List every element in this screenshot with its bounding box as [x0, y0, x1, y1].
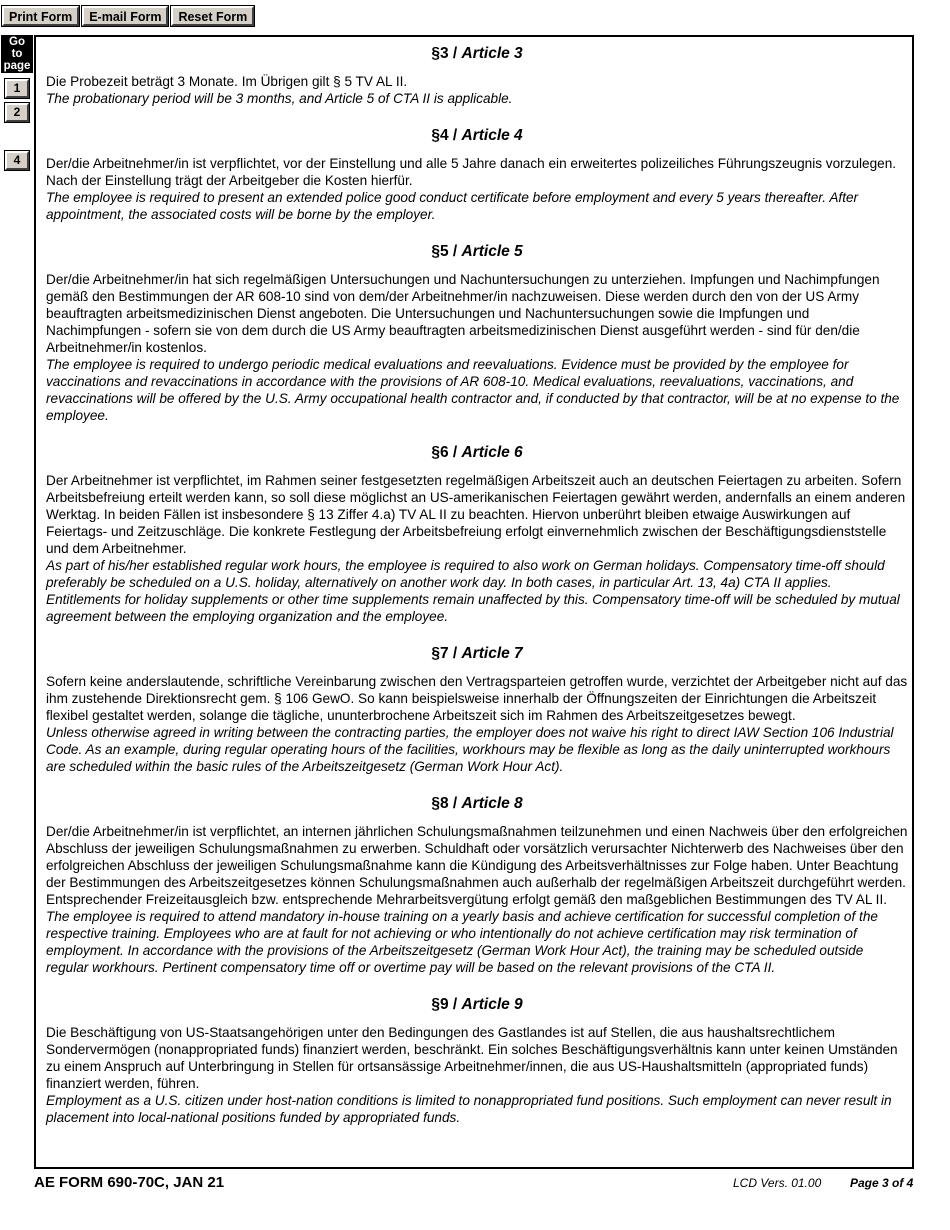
article-6 — [46, 444, 908, 625]
article-text-english: The employee is required to undergo periodic medical evaluations and reevaluations. Evidence must be provided by the employee for vaccinations and revaccinations in accordance with the provisions of AR 608-10. Medical evaluations, reevaluations, vaccinations, and revaccinations will be offered by the U.S. Army occupational health contractor and, if conducted by that contractor, will be at no expense to the employee. — [46, 357, 900, 423]
article-text-english: Unless otherwise agreed in writing between the contracting parties, the employer does not waive his right to direct IAW Section 106 Industrial Code. As an example, during regular operating hours of the facilities, workhours may be flexible as long as the daily uninterrupted workhours are scheduled within the basic rules of the Arbeitszeitgesetz (German Work Hour Act). — [46, 725, 894, 774]
article-8 — [46, 795, 908, 976]
article-text-english: The probationary period will be 3 months, and Article 5 of CTA II is applicable. — [46, 91, 513, 106]
article-heading: §6 / Article 6 — [431, 444, 523, 461]
article-4 — [46, 127, 908, 223]
article-heading: §8 / Article 8 — [431, 795, 523, 812]
article-text-english: The employee is required to present an extended police good conduct certificate before employment and every 5 years thereafter. After appointment, the associated costs will be borne by the employer. — [46, 190, 859, 222]
go-to-page-2-button[interactable]: 2 — [5, 103, 29, 122]
article-heading: §9 / Article 9 — [431, 996, 523, 1013]
form-version: LCD Vers. 01.00 — [733, 1176, 822, 1190]
page-indicator: Page 3 of 4 — [850, 1176, 914, 1190]
article-text-german: Sofern keine anderslautende, schriftliche Vereinbarung zwischen den Vertragsparteien getroffen wurde, verzichtet der Arbeitgeber nicht auf das ihm zustehende Direktionsrecht gem. § 106 GewO. So kann beispielsweise innerhalb der Öffnungszeiten der Einrichtungen die Arbeitszeit flexibel gestaltet werden, solange die tägliche, ununterbrochene Arbeitszeit sich im Rahmen des Arbeitszeitgesetzes bewegt. — [46, 674, 908, 723]
form-toolbar — [2, 6, 254, 26]
article-9 — [46, 996, 908, 1126]
go-to-page-4-button[interactable]: 4 — [5, 151, 29, 170]
go-to-page-line: page — [3, 60, 31, 72]
email-form-button[interactable]: E-mail Form — [82, 6, 168, 26]
print-form-button[interactable]: Print Form — [2, 6, 79, 26]
article-3 — [46, 45, 908, 107]
article-text-german: Der/die Arbeitnehmer/in hat sich regelmäßigen Untersuchungen und Nachuntersuchungen zu unterziehen. Impfungen und Nachimpfungen gemäß den Bestimmungen der AR 608-10 sind von dem/der Arbeitnehmer/in nachzuweisen. Diese werden durch den von der US Army beauftragten arbeitsmedizinischen Dienst angeboten. Die Untersuchungen und Nachuntersuchungen sowie die Impfungen und Nachimpfungen - sofern sie von dem durch die US Army beauftragten arbeitsmedizinischen Dienst ausgeführt werden - sind für den/die Arbeitnehmer/in kostenlos. — [46, 272, 880, 355]
go-to-page-label — [1, 35, 33, 73]
article-text-german: Der/die Arbeitnehmer/in ist verpflichtet, vor der Einstellung und alle 5 Jahre danach ein erweitertes polizeiliches Führungszeugnis vorzulegen. Nach der Einstellung trägt der Arbeitgeber die Kosten hierfür. — [46, 156, 897, 188]
article-5 — [46, 243, 908, 424]
form-content — [46, 45, 908, 1146]
article-text-german: Die Probezeit beträgt 3 Monate. Im Übrigen gilt § 5 TV AL II. — [46, 74, 408, 89]
article-text-english: Employment as a U.S. citizen under host-nation conditions is limited to nonappropriated fund positions. Such employment can never result in placement into local-national positions funded by appropriated funds. — [46, 1093, 892, 1125]
article-text-english: As part of his/her established regular work hours, the employee is required to also work on German holidays. Compensatory time-off should preferably be scheduled on a U.S. holiday, alternatively on another work day. In both cases, in particular Art. 13, 4a) CTA II applies. Entitlements for holiday supplements or other time supplements remain unaffected by this. Compensatory time-off will be scheduled by mutual agreement between the employing organization and the employee. — [46, 558, 900, 624]
go-to-page-line: to — [11, 48, 23, 60]
form-number: AE FORM 690-70C, JAN 21 — [34, 1174, 225, 1191]
article-text-english: The employee is required to attend mandatory in-house training on a yearly basis and achieve certification for successful completion of the respective training. Employees who are at fault for not achieving or who intentionally do not achieve certification may risk termination of employment. In accordance with the provisions of the Arbeitszeitgesetz (German Work Hour Act), the training may be scheduled outside regular workhours. Pertinent compensatory time off or overtime pay will be based on the relevant provisions of the CTA II. — [46, 909, 878, 975]
article-text-german: Die Beschäftigung von US-Staatsangehörigen unter den Bedingungen des Gastlandes ist auf Stellen, die aus haushaltsrechtlichem Sondervermögen (nonappropriated funds) finanziert werden, beschränkt. Ein solches Beschäftigungsverhältnis kann unter keinen Umständen zu einem Anspruch auf Unterbringung in Stellen für ortsansässige Arbeitnehmer/innen, die aus US-Haushaltsmitteln (appropriated funds) finanziert werden, führen. — [46, 1025, 898, 1091]
article-heading: §3 / Article 3 — [431, 45, 523, 62]
article-heading: §7 / Article 7 — [431, 645, 523, 662]
article-text-german: Der/die Arbeitnehmer/in ist verpflichtet, an internen jährlichen Schulungsmaßnahmen teilzunehmen und einen Nachweis über den erfolgreichen Abschluss der jeweiligen Schulungsmaßnahmen zu erwerben. Schuldhaft oder vorsätzlich verursachter Nichterwerb des Nachweises über den erfolgreichen Abschluss der jeweiligen Schulungsmaßnahme kann die Kündigung des Arbeitsverhältnisses zur Folge haben. Unter Beachtung der Bestimmungen des Arbeitszeitgesetzes können Schulungsmaßnahmen auch außerhalb der regelmäßigen Arbeitszeit durchgeführt werden. Entsprechender Freizeitausgleich bzw. entsprechende Mehrarbeitsvergütung erfolgt gemäß den maßgeblichen Bestimmungen des TV AL II. — [46, 824, 908, 907]
go-to-page-line: Go — [9, 36, 25, 48]
article-heading: §4 / Article 4 — [431, 127, 523, 144]
article-text-german: Der Arbeitnehmer ist verpflichtet, im Rahmen seiner festgesetzten regelmäßigen Arbeitszeit auch an deutschen Feiertagen zu arbeiten. Sofern Arbeitsbefreiung erteilt werden kann, so soll diese möglichst an US-amerikanischen Feiertagen gewährt werden, andernfalls an einem anderen Werktag. In beiden Fällen ist insbesondere § 13 Ziffer 4.a) TV AL II zu beachten. Hiervon unberührt bleiben etwaige Auswirkungen auf Feiertags- und Zeitzuschläge. Die konkrete Festlegung der Arbeitsbefreiung erfolgt einvernehmlich zwischen der Beschäftigungsdienststelle und dem Arbeitnehmer. — [46, 473, 906, 556]
article-7 — [46, 645, 908, 775]
reset-form-button[interactable]: Reset Form — [171, 6, 254, 26]
article-heading: §5 / Article 5 — [431, 243, 523, 260]
go-to-page-1-button[interactable]: 1 — [5, 79, 29, 98]
